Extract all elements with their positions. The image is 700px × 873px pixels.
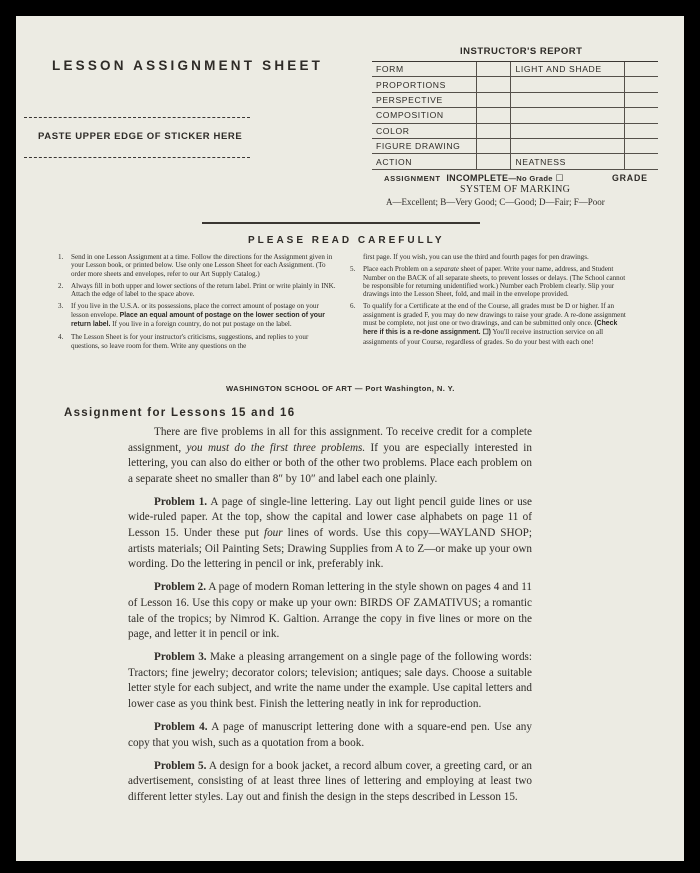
problem-3: Problem 3. Make a pleasing arrangement on a single page of the following words: Tractors; fine jewelry; decorator colors; television; antiques; sale days. Choose a suitable letter style for each subject, and write the name under the example. Use capital letters and lower case as you think best. Finish the lettering neatly in ink for reproduction. — [128, 651, 532, 710]
grade-cell[interactable] — [477, 138, 511, 153]
grade-label: GRADE — [612, 173, 648, 183]
report-row-label — [511, 77, 624, 92]
assignment-label: ASSIGNMENT — [384, 174, 441, 183]
report-title: INSTRUCTOR'S REPORT — [460, 46, 583, 57]
report-row-label: ACTION — [372, 154, 477, 169]
report-row-label — [511, 108, 624, 123]
problem-4: Problem 4. A page of manuscript lettering done with a square-end pen. Use any copy that you wish, such as a quotation from a book. — [128, 721, 532, 749]
report-row-label: PERSPECTIVE — [372, 92, 477, 107]
grade-cell[interactable] — [477, 123, 511, 138]
instruction-item: 1. Send in one Lesson Assignment at a time. Follow the directions for the Assignment given in your Lesson book, or printed below. Use only one Lesson Sheet for each Assignment. (To order more sheets and envelopes, refer to our Art Supply Catalog.) — [58, 253, 333, 278]
incomplete-checkbox[interactable]: ☐ — [555, 173, 564, 183]
assignment-body — [128, 425, 532, 813]
instruction-item: first page. If you wish, you can use the third and fourth pages for pen drawings. — [363, 253, 589, 261]
problem-2: Problem 2. A page of modern Roman lettering in the style shown on pages 4 and 11 of Lesson 16. Use this copy or make up your own: BIRDS OF ZAMATIVUS; a romantic tale of the tropics; by Nimrod K. Galtion. Arrange the copy in five lines or more on the page, and letter it in pencil or ink. — [128, 581, 532, 641]
report-row-label: COLOR — [372, 123, 477, 138]
report-row-label: PROPORTIONS — [372, 77, 477, 92]
incomplete-line — [384, 173, 564, 184]
report-row-label: NEATNESS — [511, 154, 624, 169]
grade-cell[interactable] — [624, 62, 658, 77]
instructions-right-column — [350, 253, 628, 350]
marking-scale: A—Excellent; B—Very Good; C—Good; D—Fair; F—Poor — [386, 197, 605, 207]
report-row-label: LIGHT AND SHADE — [511, 62, 624, 77]
intro-paragraph: There are five problems in all for this assignment. To receive credit for a complete assignment, you must do the first three problems. If you are especially interested in lettering, you can also do either or both of the other two problems. Place each problem on a separate sheet no smaller than 8″ by 10″ and label each one plainly. — [128, 426, 532, 485]
problem-1: Problem 1. A page of single-line lettering. Lay out light pencil guide lines or use wide-ruled paper. At the top, show the capital and lower case alphabets on page 11 of Lesson 15. Under these put four lines of words. Use this copy—WAYLAND SHOP; artists materials; Oil Painting Sets; Drawing Supplies from A to Z—or make up your own wording. Do the lettering in pencil or ink, preferably ink. — [128, 495, 533, 571]
instruction-item: 4. The Lesson Sheet is for your instructor's criticisms, suggestions, and replies to your questions, so leave room for them. Write any questions on the — [58, 333, 309, 350]
dashed-line-top — [24, 117, 250, 118]
grade-cell[interactable] — [624, 138, 658, 153]
incomplete-label: INCOMPLETE — [446, 173, 509, 183]
instruction-item: 6. To qualify for a Certificate at the end of the Course, all grades must be D or higher. If an assignment is graded F, you may do new drawings to raise your grade. A re-done assignment must be complete, not just one or two drawings, and can be submitted only once. (Check here if this is a re-done assignment. ☐) You'll receive instruction service on all assignments of your Course, regardless of grades. So do your best with each one! — [350, 302, 626, 346]
instructions-title: PLEASE READ CAREFULLY — [248, 235, 445, 246]
paste-label: PASTE UPPER EDGE OF STICKER HERE — [38, 131, 243, 142]
no-grade-label: —No Grade — [508, 174, 553, 183]
report-row-label: COMPOSITION — [372, 108, 477, 123]
grade-cell[interactable] — [477, 92, 511, 107]
sheet-title: LESSON ASSIGNMENT SHEET — [52, 58, 324, 73]
grade-cell[interactable] — [477, 108, 511, 123]
assignment-heading: Assignment for Lessons 15 and 16 — [64, 407, 296, 419]
problem-5: Problem 5. A design for a book jacket, a record album cover, a greeting card, or an advertisement, consisting of at least three lines of lettering and employing at least two different letter styles. Lay out and finish the design in the steps described in Lesson 15. — [128, 759, 533, 803]
report-row-label: FORM — [372, 62, 477, 77]
marking-system-title: SYSTEM OF MARKING — [460, 184, 571, 195]
grade-cell[interactable] — [477, 77, 511, 92]
dashed-line-bottom — [24, 157, 250, 158]
grade-cell[interactable] — [477, 62, 511, 77]
report-row-label — [511, 92, 624, 107]
instructions-left-column — [58, 253, 336, 354]
report-row-label: FIGURE DRAWING — [372, 138, 477, 153]
grade-cell[interactable] — [624, 92, 658, 107]
lesson-sheet — [16, 16, 684, 861]
school-address: WASHINGTON SCHOOL OF ART — Port Washington, N. Y. — [226, 384, 455, 393]
grade-cell[interactable] — [624, 154, 658, 169]
instruction-item: 2. Always fill in both upper and lower sections of the return label. Print or write plainly in INK. Attach the edge of label to the space above. — [58, 281, 336, 299]
grade-cell[interactable] — [624, 77, 658, 92]
divider-rule — [202, 222, 480, 224]
grade-cell[interactable] — [624, 108, 658, 123]
instruction-item: 5. Place each Problem on a separate sheet of paper. Write your name, address, and Student Number on the BACK of all separate sheets, to prevent losses or delays. (The School cannot be responsible for returning unidentified work.) Number each Problem clearly. Slip your drawings into the Lesson Sheet, fold, and mail in the envelope provided. — [350, 265, 626, 299]
report-row-label — [511, 123, 624, 138]
instructor-report-grid — [372, 61, 658, 170]
instruction-item: 3. If you live in the U.S.A. or its possessions, place the correct amount of postage on your lesson envelope. Place an equal amount of postage on the lower section of your return label. If you live in a foreign country, do not put postage on the label. — [58, 302, 325, 329]
grade-cell[interactable] — [477, 154, 511, 169]
report-row-label — [511, 138, 624, 153]
grade-cell[interactable] — [624, 123, 658, 138]
